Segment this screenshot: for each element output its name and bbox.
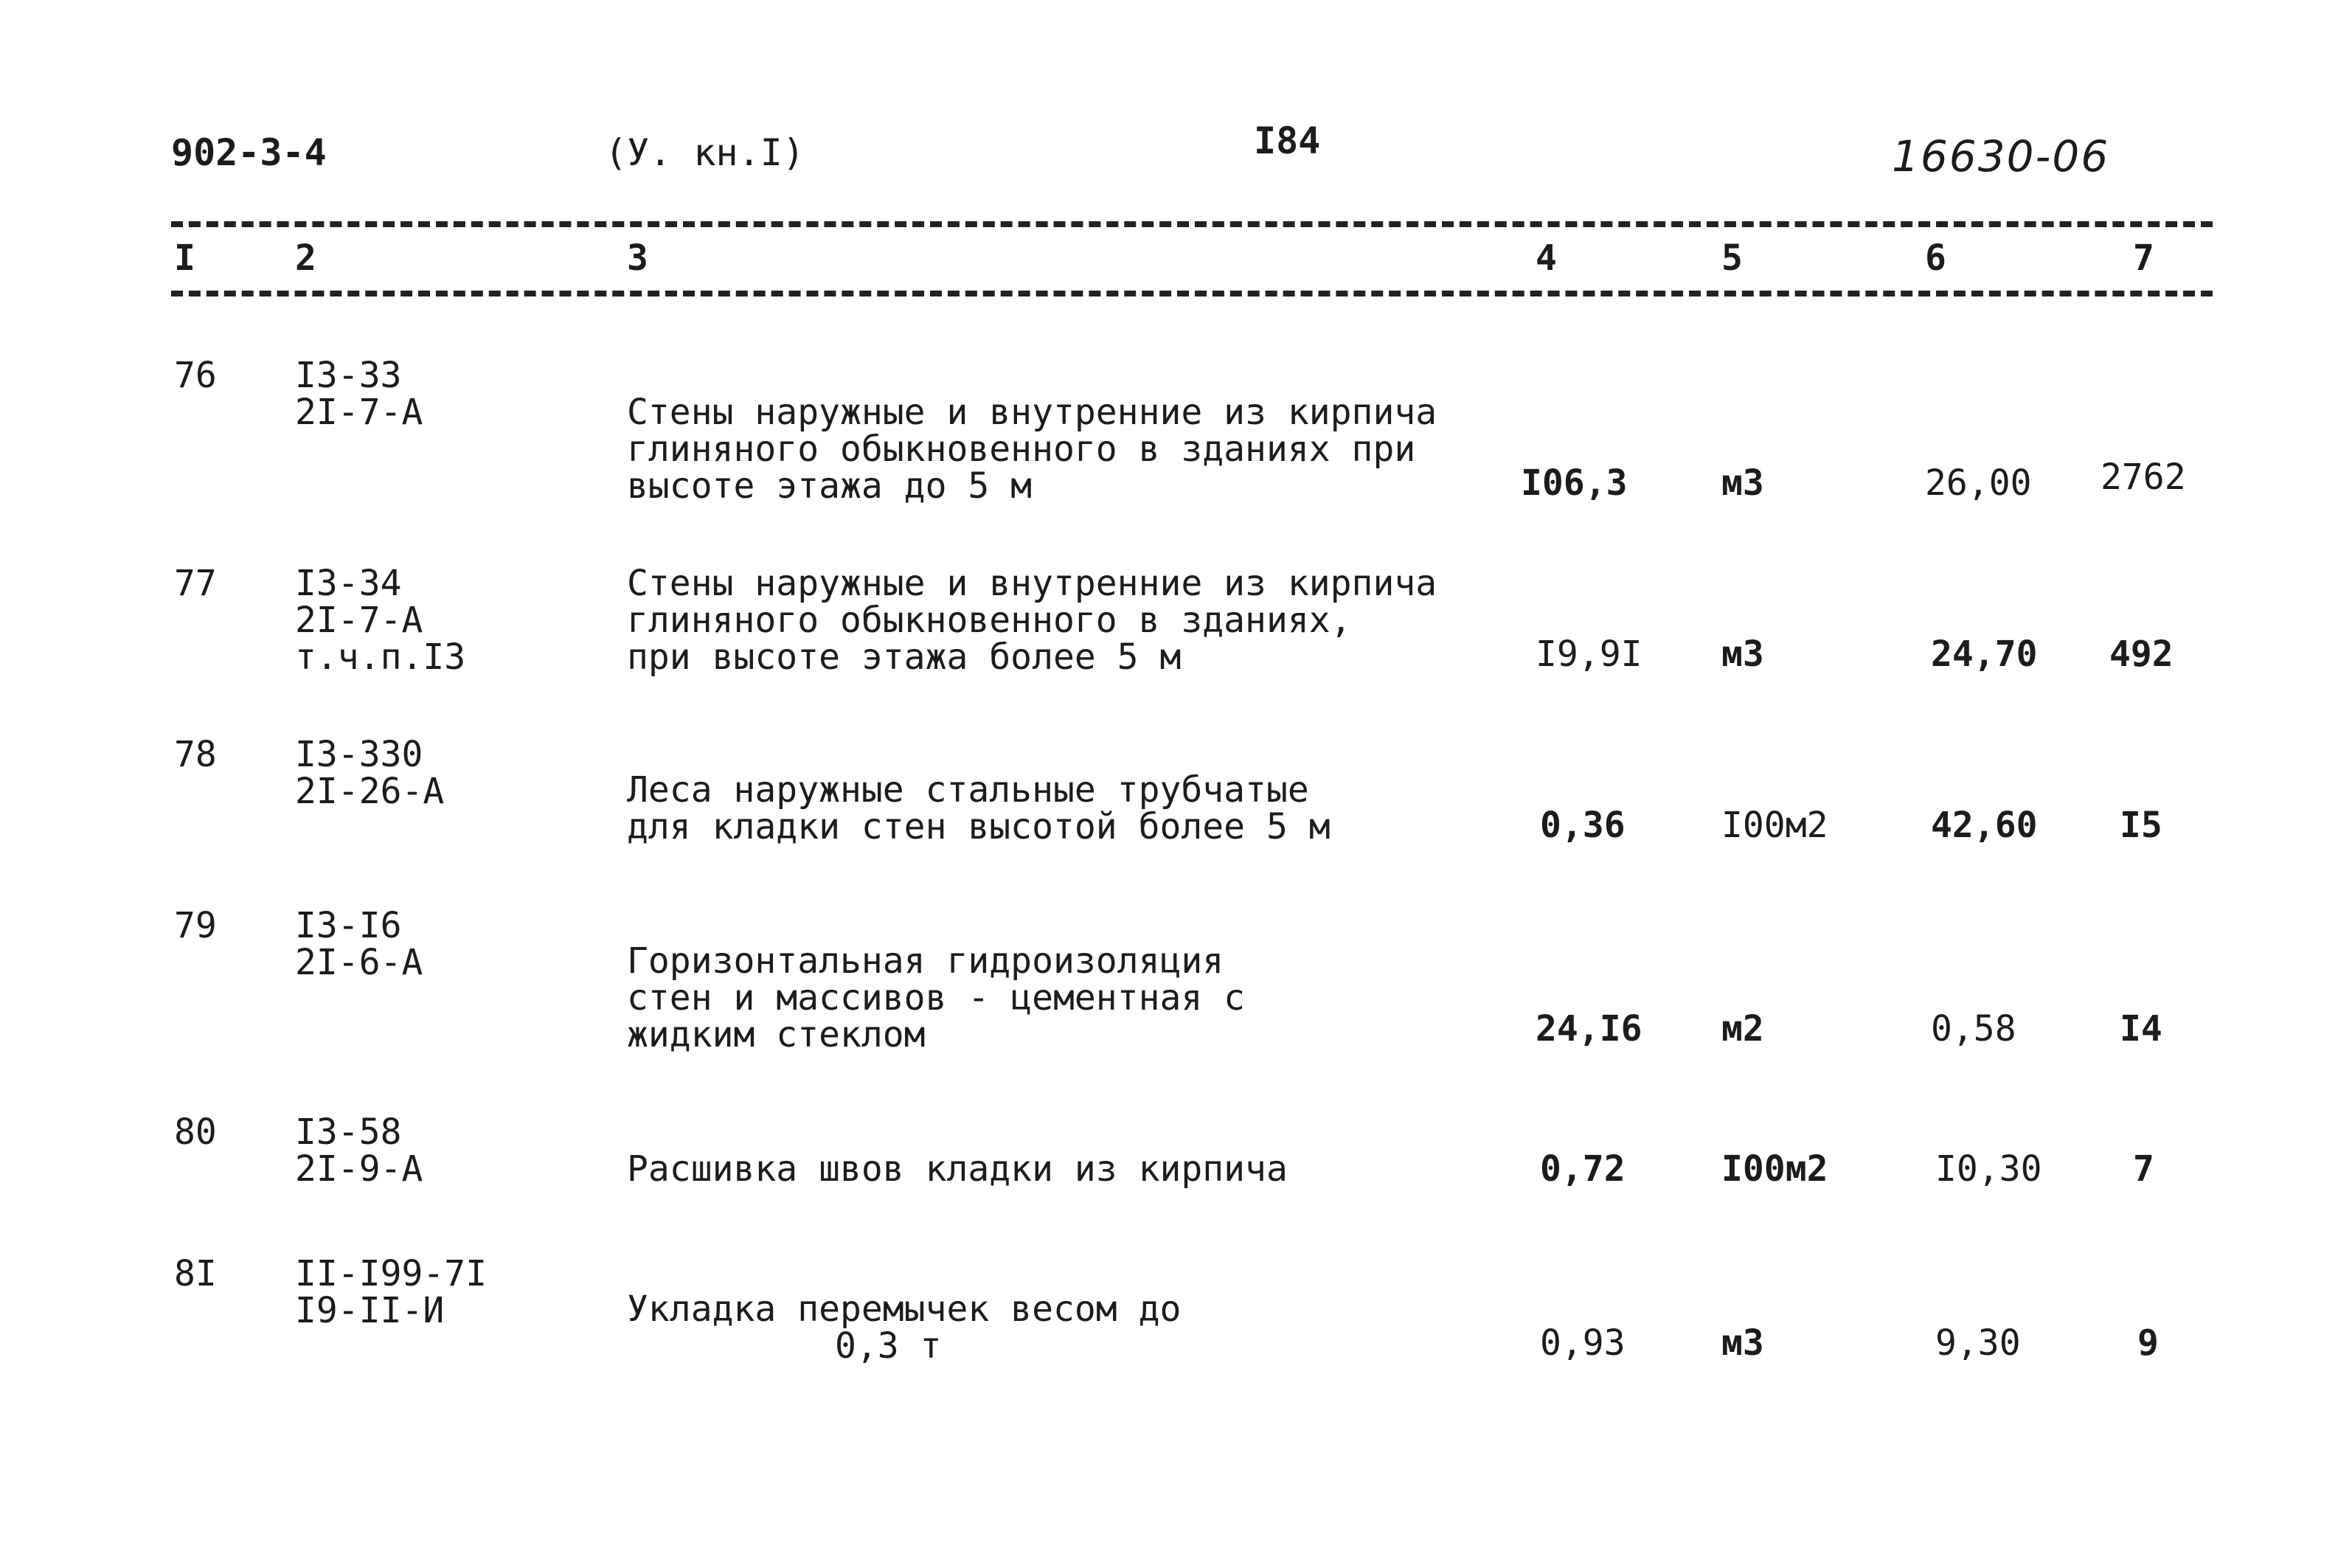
row-unit-price: 24,70 (1931, 634, 2038, 675)
row-description (627, 565, 1437, 676)
row-total: I4 (2120, 1008, 2162, 1050)
row-code: I3-330 (295, 734, 423, 775)
row-code: 2I-7-А (295, 392, 423, 433)
row-codes (295, 907, 423, 981)
row-codes (295, 565, 465, 676)
row-quantity: 0,72 (1540, 1148, 1626, 1190)
header-rule-top (171, 221, 2213, 227)
column-number-4: 4 (1536, 237, 1557, 279)
row-codes (295, 357, 423, 431)
row-number: 76 (174, 355, 217, 396)
row-quantity: I06,3 (1521, 462, 1628, 504)
description-line: глиняного обыкновенного в зданиях, (627, 600, 1352, 641)
row-number: 78 (174, 734, 217, 775)
row-unit-price: 0,58 (1931, 1008, 2016, 1050)
row-description (627, 940, 1246, 1055)
book-reference: (У. кн.I) (605, 131, 805, 174)
column-number-2: 2 (295, 237, 316, 279)
row-total: 2762 (2101, 457, 2186, 498)
description-line: жидким стеклом (627, 1014, 926, 1055)
row-unit: м3 (1721, 462, 1764, 504)
header-rule-bottom (171, 291, 2213, 296)
row-code: 2I-6-А (295, 942, 423, 983)
column-number-6: 6 (1925, 237, 1946, 279)
row-quantity: I9,9I (1536, 634, 1642, 675)
row-quantity: 0,93 (1540, 1322, 1626, 1364)
row-number: 77 (174, 563, 217, 604)
document-number: 16630-06 (1892, 131, 2110, 181)
description-line: глиняного обыкновенного в зданиях при (627, 429, 1416, 470)
row-number: 79 (174, 905, 217, 946)
column-number-5: 5 (1721, 237, 1743, 279)
column-number-1: I (174, 237, 195, 279)
row-unit-price: 42,60 (1931, 805, 2038, 846)
description-line: стен и массивов - цементная с (627, 977, 1246, 1019)
row-total: 9 (2137, 1322, 2159, 1364)
row-code: II-I99-7I (295, 1253, 488, 1294)
row-code: т.ч.п.I3 (295, 636, 466, 678)
row-code: I3-58 (295, 1111, 402, 1153)
row-description (627, 1148, 1288, 1190)
description-line: Стены наружные и внутренние из кирпича (627, 563, 1437, 604)
description-line: высоте этажа до 5 м (627, 465, 1033, 507)
description-line: при высоте этажа более 5 м (627, 636, 1182, 678)
row-description (627, 392, 1437, 507)
row-unit-price: I0,30 (1935, 1148, 2042, 1190)
row-unit: I00м2 (1721, 1148, 1828, 1190)
row-description (627, 771, 1331, 845)
description-line: Горизонтальная гидроизоляция (627, 940, 1224, 982)
row-unit: м3 (1721, 634, 1764, 675)
row-unit-price: 9,30 (1935, 1322, 2021, 1364)
column-number-7: 7 (2133, 237, 2154, 279)
row-code: 2I-9-А (295, 1148, 423, 1190)
description-line: 0,3 т (835, 1325, 942, 1367)
row-number: 8I (174, 1253, 217, 1294)
row-codes (295, 1111, 423, 1190)
description-line: Укладка перемычек весом до (627, 1288, 1182, 1330)
page-number: I84 (1254, 119, 1321, 162)
row-unit-price: 26,00 (1925, 462, 2032, 504)
row-code: I3-33 (295, 355, 402, 396)
row-unit: м2 (1721, 1008, 1764, 1050)
row-quantity: 24,I6 (1536, 1008, 1642, 1050)
row-code: 2I-7-А (295, 600, 423, 641)
row-code: I3-34 (295, 563, 402, 604)
row-number: 80 (174, 1111, 217, 1153)
row-codes (295, 1255, 487, 1329)
row-code: I9-II-И (295, 1290, 445, 1331)
row-quantity: 0,36 (1540, 805, 1626, 846)
row-unit: м3 (1721, 1322, 1764, 1364)
description-line: Расшивка швов кладки из кирпича (627, 1148, 1288, 1190)
row-description (627, 1288, 1182, 1367)
row-total: 492 (2109, 634, 2174, 675)
description-line: Леса наружные стальные трубчатые (627, 769, 1309, 811)
row-codes (295, 736, 444, 810)
row-code: I3-I6 (295, 905, 402, 946)
column-number-3: 3 (627, 237, 648, 279)
document-code: 902-3-4 (171, 131, 327, 174)
row-total: 7 (2133, 1148, 2154, 1190)
row-code: 2I-26-А (295, 771, 445, 812)
description-line: Стены наружные и внутренние из кирпича (627, 392, 1437, 433)
row-unit: I00м2 (1721, 805, 1828, 846)
description-line: для кладки стен высотой более 5 м (627, 806, 1331, 847)
row-total: I5 (2120, 805, 2162, 846)
